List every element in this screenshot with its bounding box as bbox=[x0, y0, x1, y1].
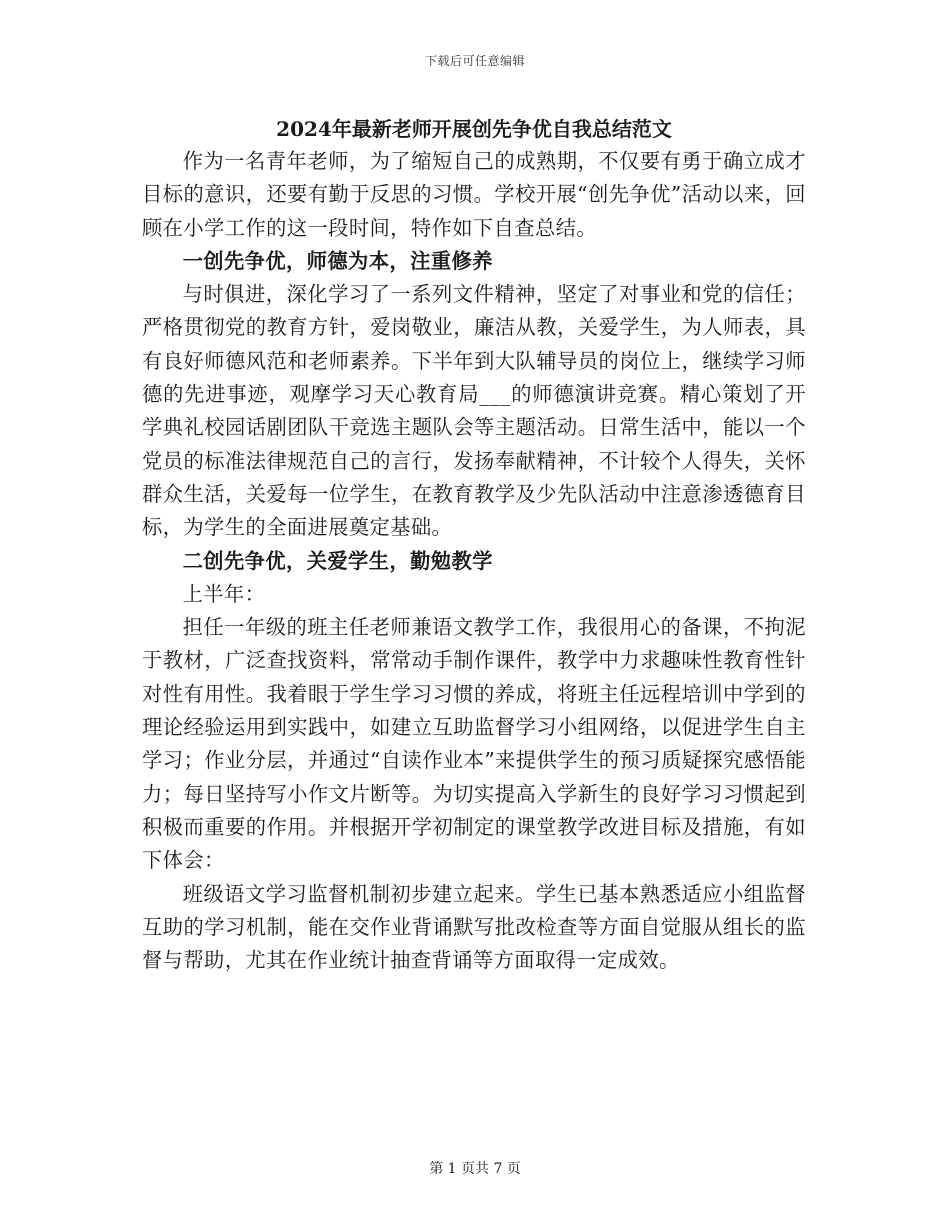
section-2-paragraph-1: 担任一年级的班主任老师兼语文教学工作，我很用心的备课，不拘泥于教材，广泛查找资料，常常动手制作课件，教学中力求趣味性教育性针对性有用性。我着眼于学生学习习惯的养成，将班主任远程培训中学到的理论经验运用到实践中，如建立互助监督学习小组网络，以促进学生自主学习；作业分层，并通过“自读作业本”来提供学生的预习质疑探究感悟能力；每日坚持写小作文片断等。为切实提高入学新生的良好学习习惯起到积极而重要的作用。并根据开学初制定的课堂教学改进目标及措施，有如下体会： bbox=[142, 615, 806, 873]
page-number: 第 1 页共 7 页 bbox=[429, 1161, 521, 1177]
header-note: 下载后可任意编辑 bbox=[424, 54, 525, 68]
section-heading-2: 二创先争优，关爱学生，勤勉教学 bbox=[182, 548, 493, 573]
subheading-first-half: 上半年： bbox=[182, 581, 266, 606]
section-heading-1: 一创先争优，师德为本，注重修养 bbox=[182, 248, 493, 273]
intro-paragraph: 作为一名青年老师，为了缩短自己的成熟期，不仅要有勇于确立成才目标的意识，还要有勤于反思的习惯。学校开展“创先争优”活动以来，回顾在小学工作的这一段时间，特作如下自查总结。 bbox=[142, 149, 806, 240]
document-body bbox=[142, 113, 806, 977]
document-title: 2024年最新老师开展创先争优自我总结范文 bbox=[276, 117, 672, 141]
section-2-paragraph-2: 班级语文学习监督机制初步建立起来。学生已基本熟悉适应小组监督互助的学习机制，能在交作业背诵默写批改检查等方面自觉服从组长的监督与帮助，尤其在作业统计抽查背诵等方面取得一定成效。 bbox=[142, 881, 806, 973]
section-1-paragraph: 与时俱进，深化学习了一系列文件精神，坚定了对事业和党的信任；严格贯彻党的教育方针，爱岗敬业，廉洁从教，关爱学生，为人师表，具有良好师德风范和老师素养。下半年到大队辅导员的岗位上，继续学习师德的先进事迹，观摩学习天心教育局___的师德演讲竞赛。精心策划了开学典礼校园话剧团队干竞选主题队会等主题活动。日常生活中，能以一个党员的标准法律规范自己的言行，发扬奉献精神，不计较个人得失，关怀群众生活，关爱每一位学生，在教育教学及少先队活动中注意渗透德育目标，为学生的全面进展奠定基础。 bbox=[142, 282, 806, 540]
